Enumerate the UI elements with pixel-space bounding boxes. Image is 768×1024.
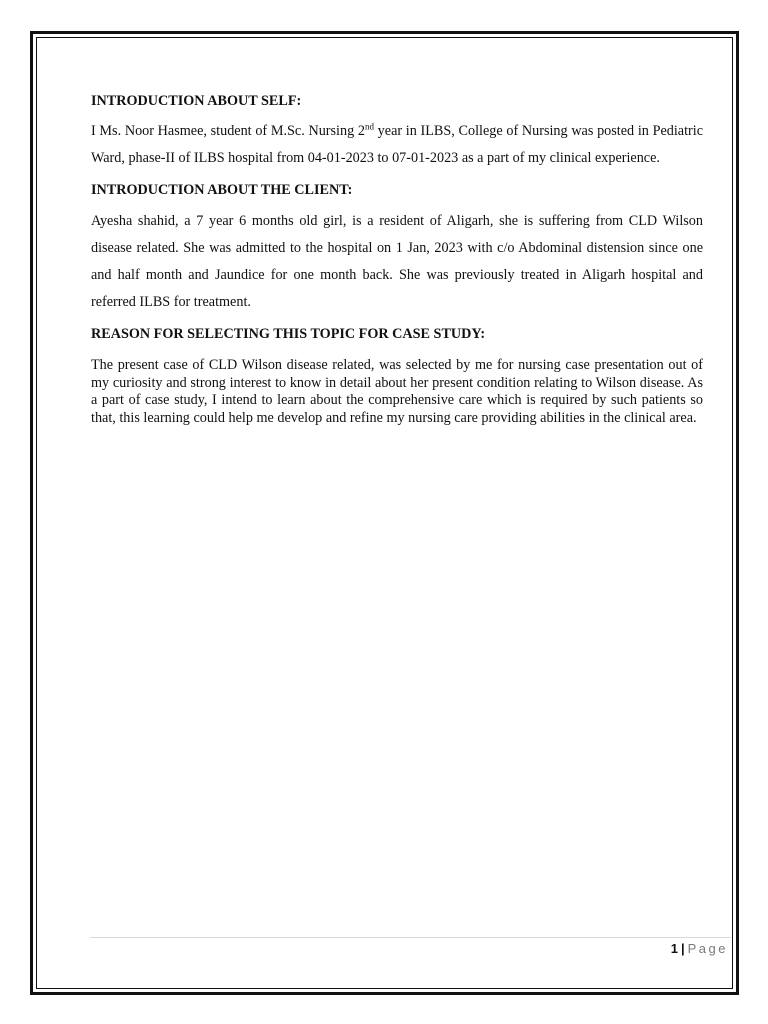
section-paragraph-self xyxy=(91,118,703,172)
section-paragraph-client: Ayesha shahid, a 7 year 6 months old girl, is a resident of Aligarh, she is suffering from CLD Wilson disease related. She was admitted to the hospital on 1 Jan, 2023 with c/o Abdominal distension since one and half month and Jaundice for one month back. She was previously treated in Aligarh hospital and referred ILBS for treatment. xyxy=(91,213,703,310)
section-paragraph-reason: The present case of CLD Wilson disease related, was selected by me for nursing case presentation out of my curiosity and strong interest to know in detail about her present condition relating to Wilson disease. As a part of case study, I intend to learn about the comprehensive care which is required by such patients so that, this learning could help me develop and refine my nursing care providing abilities in the clinical area. xyxy=(91,357,703,426)
self-text-start: I Ms. Noor Hasmee, student of M.Sc. Nursing 2 xyxy=(91,123,365,139)
page-footer xyxy=(671,941,728,956)
page-label: Page xyxy=(687,941,728,956)
section-heading-client: INTRODUCTION ABOUT THE CLIENT: xyxy=(91,182,353,198)
page-number: 1 xyxy=(670,941,678,956)
footer-divider xyxy=(90,937,731,938)
section-heading-self: INTRODUCTION ABOUT SELF: xyxy=(91,93,302,109)
footer-separator: | xyxy=(680,941,685,956)
self-text-end: year in ILBS, College of Nursing was posted in Pediatric Ward, phase-II of ILBS hospital from 04-01-2023 to 07-01-2023 as a part of my clinical experience. xyxy=(91,123,704,166)
section-heading-reason: REASON FOR SELECTING THIS TOPIC FOR CASE STUDY: xyxy=(91,326,486,342)
document-body xyxy=(91,90,703,427)
ordinal-suffix: nd xyxy=(364,121,374,132)
